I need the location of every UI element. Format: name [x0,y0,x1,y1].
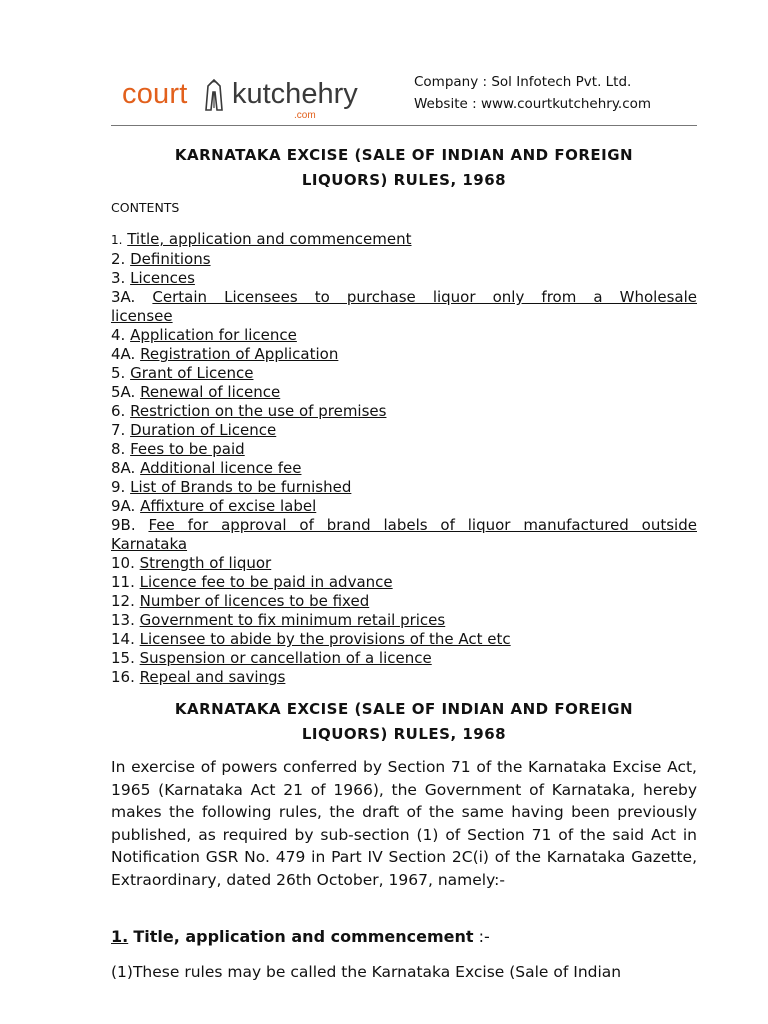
toc-number: 9. [111,478,126,496]
toc-item[interactable] [111,668,697,687]
section-1-heading [111,927,490,946]
section-1-text: (1)These rules may be called the Karnataka Excise (Sale of Indian [111,963,622,981]
toc-item[interactable] [111,573,697,592]
title-line-1: KARNATAKA EXCISE (SALE OF INDIAN AND FOREIGN [174,146,634,164]
company-line: Company : Sol Infotech Pvt. Ltd. [414,74,632,90]
toc-number: 3A. [111,288,136,306]
toc-item[interactable] [111,554,697,573]
toc-link[interactable]: Restriction on the use of premises [130,402,387,420]
logo-com-text: .com [294,110,316,121]
toc-number: 15. [111,649,135,667]
toc-item[interactable] [111,440,697,459]
logo-court-text: court [122,78,188,110]
toc-number: 5A. [111,383,136,401]
title-line-2: LIQUORS) RULES, 1968 [301,725,507,743]
toc-number: 9B. [111,516,136,534]
document-title [111,143,697,193]
toc-number: 2. [111,250,126,268]
logo-kutchehry-text: kutchehry [232,78,358,110]
toc-item[interactable] [111,611,697,630]
title-line-1: KARNATAKA EXCISE (SALE OF INDIAN AND FOREIGN [174,700,634,718]
toc-number: 4A. [111,345,136,363]
toc-link[interactable]: Licensee to abide by the provisions of the Act etc [139,630,511,648]
toc-link[interactable]: Duration of Licence [130,421,277,439]
toc-number: 4. [111,326,126,344]
toc-link[interactable]: Additional licence fee [140,459,302,477]
toc-link[interactable]: List of Brands to be furnished [130,478,352,496]
header-divider [111,125,697,126]
section-title: Title, application and commencement [133,927,474,946]
toc-number: 14. [111,630,135,648]
toc-item[interactable] [111,326,697,345]
toc-item[interactable] [111,230,697,250]
courtkutchehry-logo[interactable] [122,70,382,126]
toc-number: 10. [111,554,135,572]
toc-link[interactable]: Strength of liquor [139,554,272,572]
toc-item[interactable] [111,250,697,269]
contents-label: CONTENTS [111,200,180,215]
toc-link[interactable]: Application for licence [130,326,297,344]
toc-number: 11. [111,573,135,591]
toc-item[interactable] [111,516,697,535]
toc-number: 1. [111,233,123,247]
toc-link[interactable]: licensee [111,307,173,325]
toc-number: 7. [111,421,126,439]
toc-item[interactable] [111,383,697,402]
toc-item[interactable] [111,497,697,516]
toc-item[interactable] [111,535,697,554]
section-number: 1. [111,927,129,946]
toc-link[interactable]: Licence fee to be paid in advance [139,573,393,591]
toc-link[interactable]: Fees to be paid [130,440,245,458]
toc-item[interactable] [111,478,697,497]
toc-link[interactable]: Title, application and commencement [127,230,412,248]
toc-item[interactable] [111,307,697,326]
toc-item[interactable] [111,402,697,421]
toc-link[interactable]: Affixture of excise label [140,497,317,515]
toc-item[interactable] [111,288,697,307]
toc-number: 8. [111,440,126,458]
toc-number: 6. [111,402,126,420]
toc-number: 8A. [111,459,136,477]
judge-figure-icon [197,78,231,112]
toc-item[interactable] [111,421,697,440]
title-line-2: LIQUORS) RULES, 1968 [301,171,507,189]
toc-item[interactable] [111,630,697,649]
section-suffix: :- [473,927,490,946]
toc-link[interactable]: Registration of Application [140,345,339,363]
toc-item[interactable] [111,269,697,288]
toc-item[interactable] [111,364,697,383]
toc-link[interactable]: Suspension or cancellation of a licence [139,649,432,667]
toc-item[interactable] [111,459,697,478]
toc-link[interactable]: Fee for approval of brand labels of liquor manufactured outside [148,516,697,534]
toc-link[interactable]: Licences [130,269,195,287]
rules-title [111,697,697,747]
website-line[interactable]: Website : www.courtkutchehry.com [414,96,652,112]
toc-item[interactable] [111,345,697,364]
toc-number: 3. [111,269,126,287]
toc-link[interactable]: Certain Licensees to purchase liquor only from a Wholesale [152,288,697,306]
toc-number: 13. [111,611,135,629]
toc-number: 16. [111,668,135,686]
toc-link[interactable]: Number of licences to be fixed [139,592,370,610]
toc-item[interactable] [111,649,697,668]
toc-link[interactable]: Government to fix minimum retail prices [139,611,446,629]
preamble-paragraph: In exercise of powers conferred by Section 71 of the Karnataka Excise Act, 1965 (Karnataka Act 21 of 1966), the Government of Karnataka, hereby makes the following rules, the draft of the same having been previously published, as required by sub-section (1) of Section 71 of the said Act in Notification GSR No. 479 in Part IV Section 2C(i) of the Karnataka Gazette, Extraordinary, dated 26th October, 1967, namely:- [111,758,697,889]
toc-number: 12. [111,592,135,610]
toc-link[interactable]: Renewal of licence [140,383,281,401]
table-of-contents [111,230,697,687]
toc-link[interactable]: Grant of Licence [130,364,254,382]
toc-number: 9A. [111,497,136,515]
toc-number: 5. [111,364,126,382]
toc-link[interactable]: Karnataka [111,535,188,553]
company-info [414,71,651,115]
toc-link[interactable]: Definitions [130,250,211,268]
toc-item[interactable] [111,592,697,611]
toc-link[interactable]: Repeal and savings [139,668,286,686]
